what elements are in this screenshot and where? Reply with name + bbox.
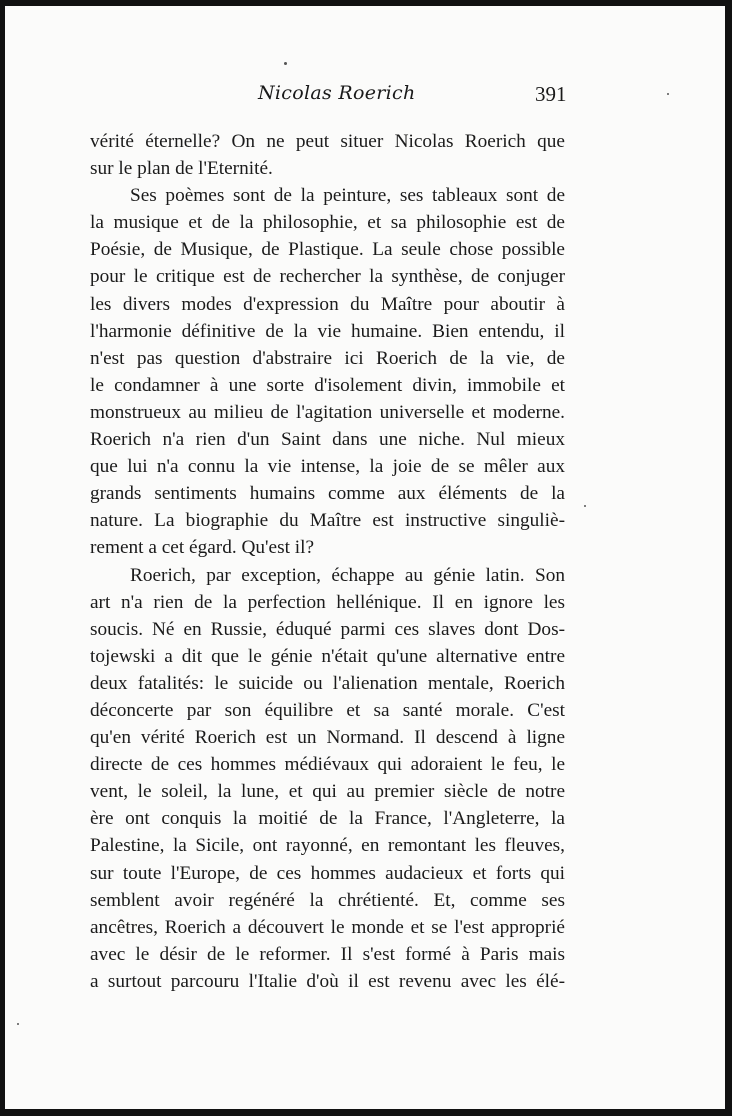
text-line: semblent avoir regénéré la chrétienté. Et, comme ses [90, 889, 565, 911]
print-speck [584, 505, 586, 507]
text-line: qu'en vérité Roerich est un Normand. Il descend à ligne [90, 727, 565, 749]
text-line: avec le désir de le reformer. Il s'est formé à Paris mais [90, 943, 565, 965]
text-line: directe de ces hommes médiévaux qui adoraient le feu, le [90, 754, 565, 776]
text-line: Roerich n'a rien d'un Saint dans une niche. Nul mieux [90, 429, 565, 451]
text-line: tojewski a dit que le génie n'était qu'une alternative entre [90, 645, 565, 667]
text-line: grands sentiments humains comme aux éléments de la [90, 483, 565, 505]
text-line: la musique et de la philosophie, et sa philosophie est de [90, 212, 565, 234]
text-line: ère ont conquis la moitié de la France, l'Angleterre, la [90, 808, 565, 830]
print-speck [667, 93, 669, 95]
text-line: vent, le soleil, la lune, et qui au premier siècle de notre [90, 781, 565, 803]
text-line: Poésie, de Musique, de Plastique. La seule chose possible [90, 239, 565, 261]
print-speck [284, 62, 287, 65]
text-line: ancêtres, Roerich a découvert le monde et se l'est approprié [90, 916, 565, 938]
text-line: rement a cet égard. Qu'est il? [90, 537, 315, 559]
text-line: Palestine, la Sicile, ont rayonné, en remontant les fleuves, [90, 835, 565, 857]
text-line: Roerich, par exception, échappe au génie latin. Son [130, 564, 565, 586]
text-line: vérité éternelle? On ne peut situer Nicolas Roerich que [90, 131, 565, 152]
text-line: nature. La biographie du Maître est instructive singuliè- [90, 510, 565, 532]
text-line: art n'a rien de la perfection hellénique. Il en ignore les [90, 591, 565, 613]
text-line: n'est pas question d'abstraire ici Roerich de la vie, de [90, 347, 565, 369]
text-line: l'harmonie définitive de la vie humaine. Bien entendu, il [90, 320, 565, 342]
text-line: pour le critique est de rechercher la synthèse, de conjuger [90, 266, 565, 288]
text-line: a surtout parcouru l'Italie d'où il est revenu avec les élé- [90, 970, 565, 992]
text-line: soucis. Né en Russie, éduqué parmi ces slaves dont Dos- [90, 618, 565, 640]
body-text [90, 128, 565, 995]
text-line: les divers modes d'expression du Maître pour aboutir à [90, 293, 565, 315]
text-line: Ses poèmes sont de la peinture, ses tableaux sont de [130, 185, 565, 207]
running-title: Nicolas Roerich [258, 82, 416, 104]
text-line: monstrueux au milieu de l'agitation universelle et moderne. [90, 401, 565, 423]
text-line: le condamner à une sorte d'isolement divin, immobile et [90, 374, 565, 396]
page-number: 391 [535, 82, 567, 106]
print-speck [17, 1023, 19, 1025]
text-line: deux fatalités: le suicide ou l'alienation mentale, Roerich [90, 672, 565, 694]
text-line: sur toute l'Europe, de ces hommes audacieux et forts qui [90, 862, 565, 884]
text-line: sur le plan de l'Eternité. [90, 158, 273, 180]
text-line: déconcerte par son équilibre et sa santé morale. C'est [90, 699, 565, 721]
text-line: que lui n'a connu la vie intense, la joie de se mêler aux [90, 456, 565, 478]
